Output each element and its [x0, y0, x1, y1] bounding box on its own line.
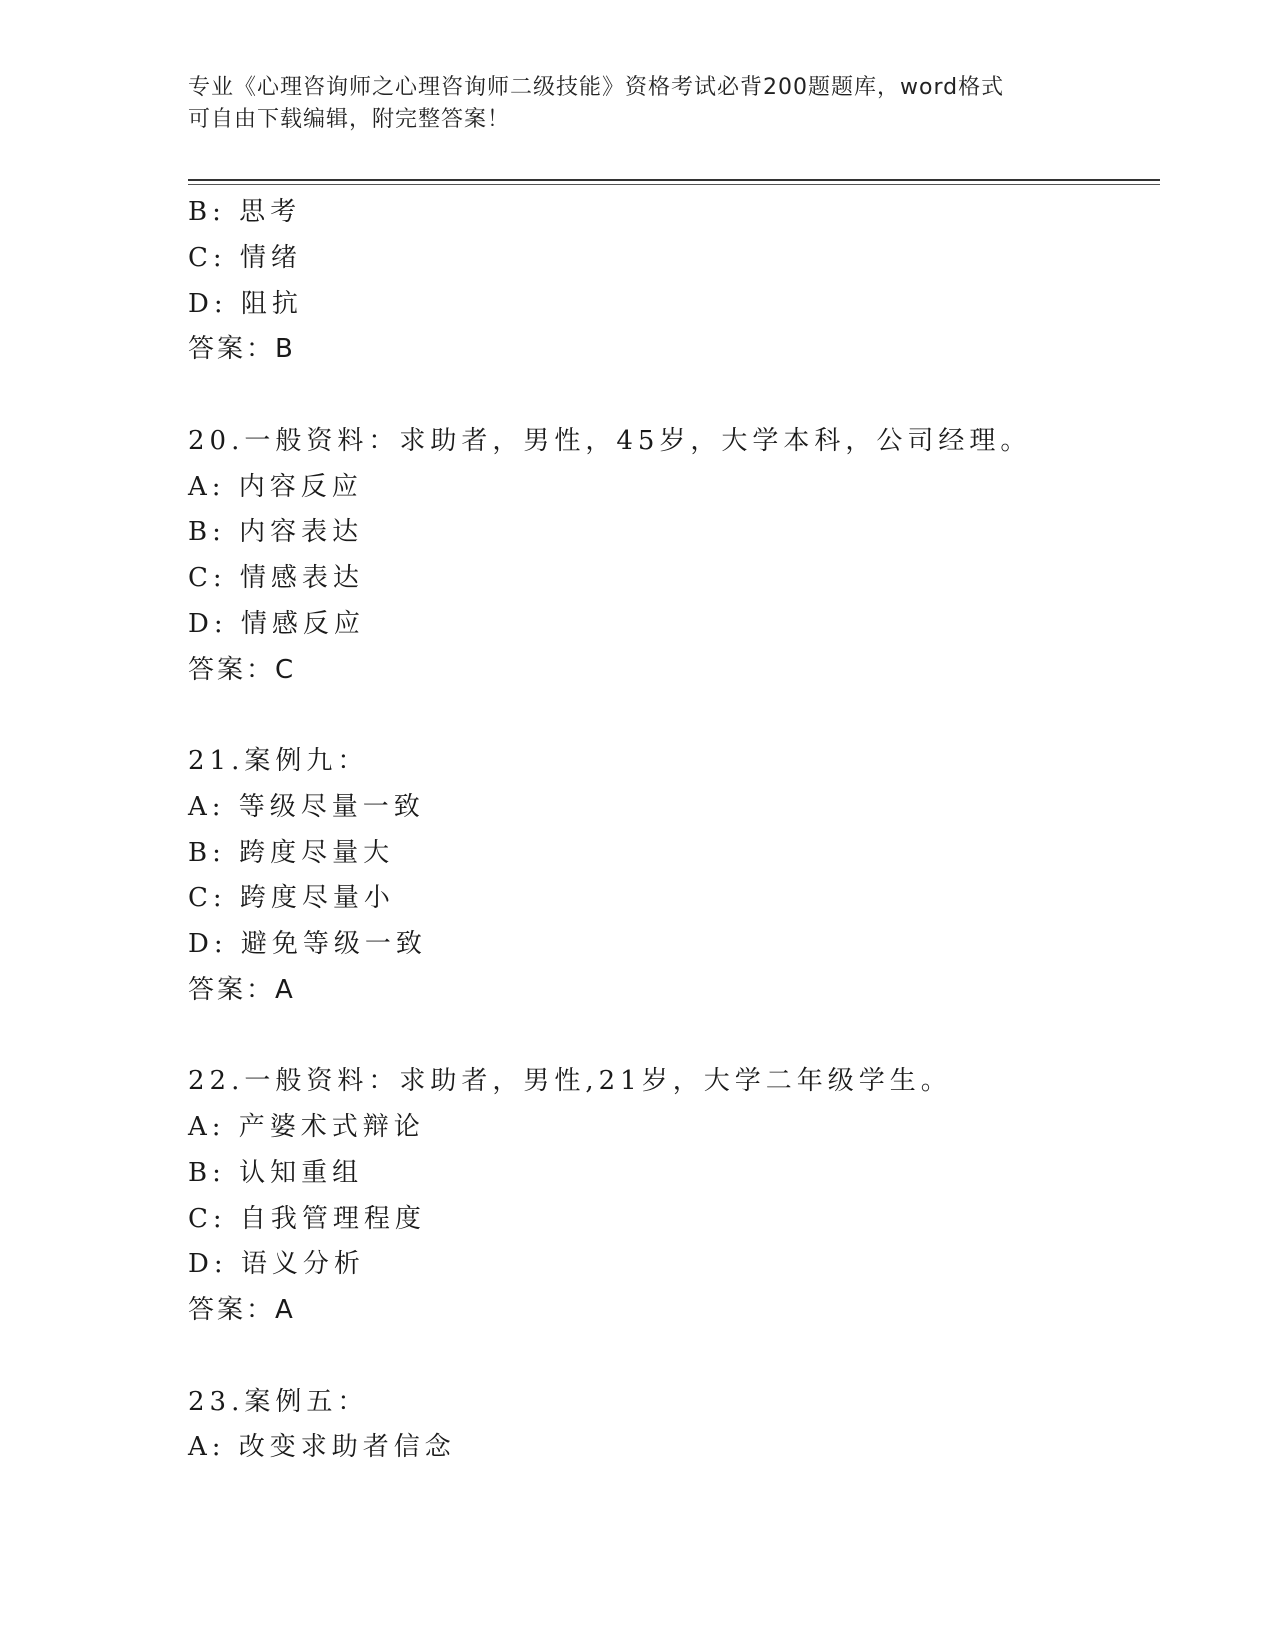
- option-b: B: 认知重组: [188, 1157, 364, 1188]
- option-c: C: 情感表达: [188, 563, 364, 593]
- option-d: D: 阻抗: [188, 288, 303, 319]
- option-b: B: 思考: [188, 197, 302, 227]
- question-stem: 22.一般资料：求助者，男性,21岁，大学二年级学生。: [188, 1066, 952, 1097]
- option-c: C: 情绪: [188, 242, 302, 273]
- option-b: B: 跨度尽量大: [188, 837, 395, 868]
- option-c: C: 跨度尽量小: [188, 883, 395, 914]
- document-header: [188, 72, 1088, 136]
- option-d: D: 情感反应: [188, 608, 365, 639]
- spacer: [188, 373, 1160, 419]
- option-a: A: 产婆术式辩论: [188, 1112, 425, 1142]
- header-divider-thin: [188, 184, 1160, 185]
- option-d: D: 语义分析: [188, 1249, 365, 1280]
- answer-line: 答案：A: [188, 974, 296, 1005]
- answer-line: 答案：A: [188, 1295, 296, 1325]
- question-21: [188, 739, 1160, 1014]
- header-title-line-2: 可自由下载编辑，附完整答案！: [188, 107, 511, 132]
- option-a: A: 内容反应: [188, 471, 363, 502]
- option-a: A: 改变求助者信念: [188, 1432, 456, 1463]
- question-20: [188, 419, 1160, 694]
- option-c: C: 自我管理程度: [188, 1203, 426, 1234]
- spacer: [188, 1334, 1160, 1380]
- question-19-continued: [188, 190, 1160, 373]
- option-a: A: 等级尽量一致: [188, 791, 425, 822]
- question-stem: 23.案例五：: [188, 1386, 369, 1417]
- question-list: [188, 190, 1160, 1471]
- header-divider-thick: [188, 179, 1160, 181]
- answer-line: 答案：C: [188, 654, 297, 685]
- question-22: [188, 1059, 1160, 1334]
- spacer: [188, 693, 1160, 739]
- option-d: D: 避免等级一致: [188, 929, 427, 959]
- question-23: [188, 1380, 1160, 1472]
- question-stem: 21.案例九：: [188, 746, 369, 776]
- option-b: B: 内容表达: [188, 517, 364, 548]
- question-stem: 20.一般资料：求助者，男性，45岁，大学本科，公司经理。: [188, 425, 1032, 456]
- spacer: [188, 1014, 1160, 1060]
- answer-line: 答案：B: [188, 334, 296, 365]
- header-title-line-1: 专业《心理咨询师之心理咨询师二级技能》资格考试必背200题题库，word格式: [188, 75, 1005, 100]
